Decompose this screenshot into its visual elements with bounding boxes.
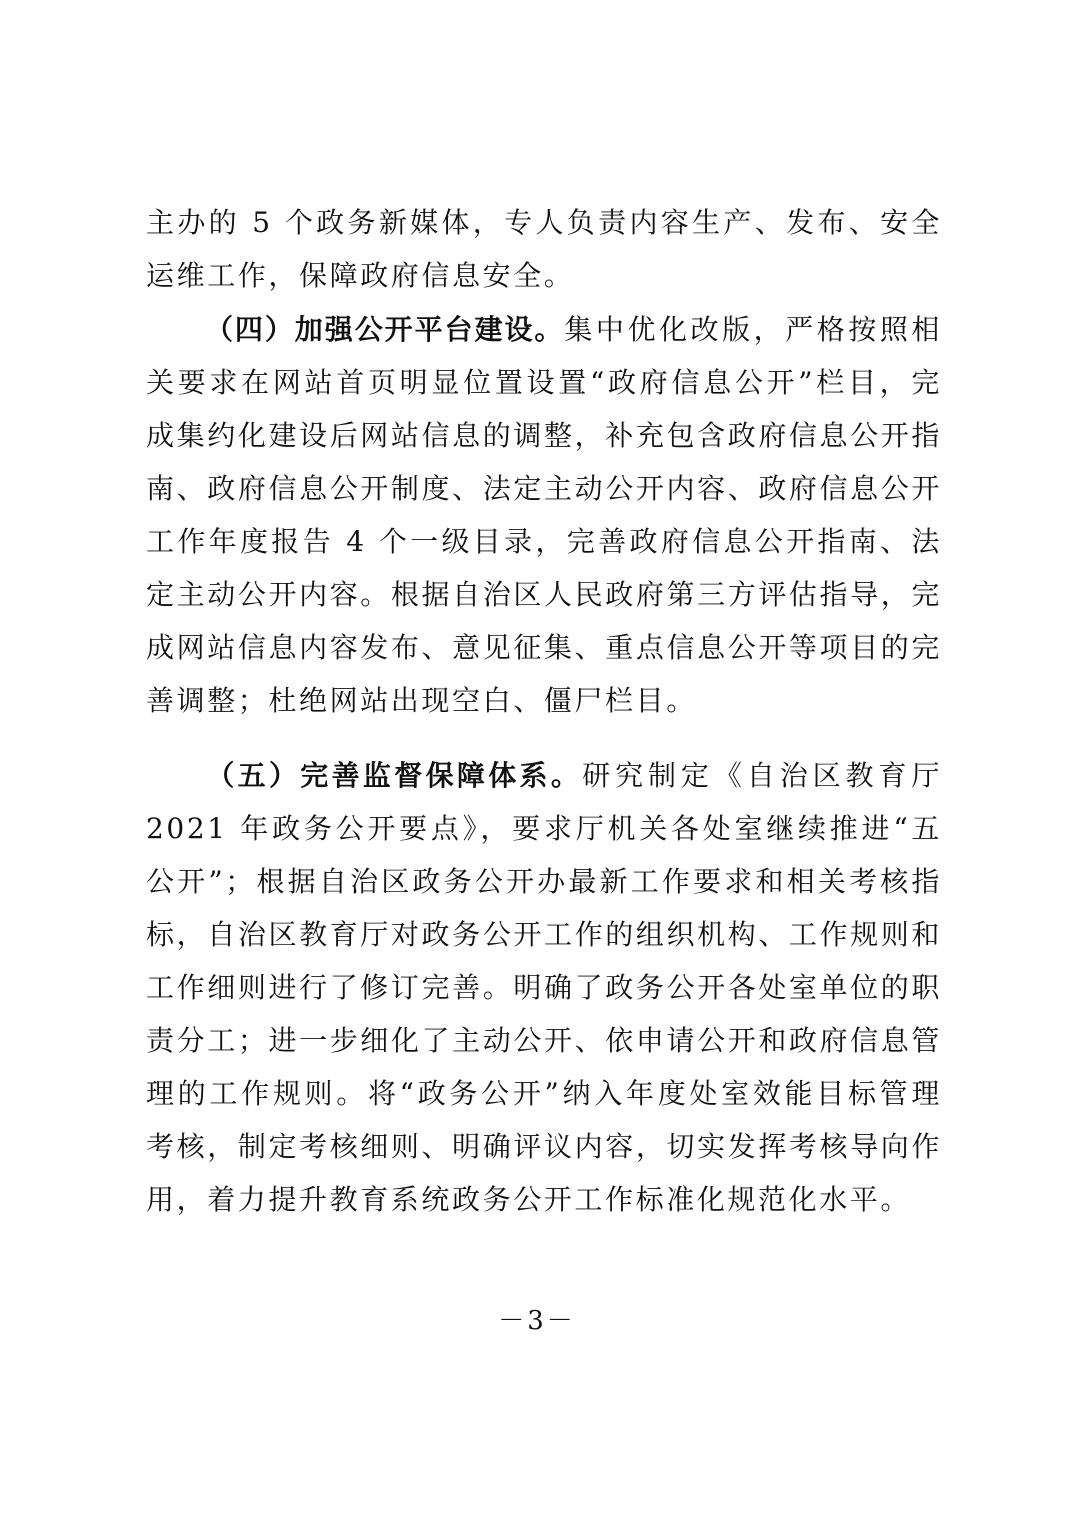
- section-five-heading: （五）完善监督保障体系。: [204, 759, 583, 792]
- section-four-heading: （四）加强公开平台建设。: [204, 313, 565, 346]
- section-five-body: 研究制定《自治区教育厅 2021 年政务公开要点》，要求厅机关各处室继续推进“五公开”；根据自治区政务公开办最新工作要求和相关考核指标，自治区教育厅对政务公开工作的组织机构、工作规则和工作细则进行了修订完善。明确了政务公开各处室单位的职责分工；进一步细化了主动公开、依申请公开和政府信息管理的工作规则。将“政务公开”纳入年度处室效能目标管理考核，制定考核细则、明确评议内容，切实发挥考核导向作用，着力提升教育系统政务公开工作标准化规范化水平。: [146, 759, 942, 1216]
- section-four-body: 集中优化改版，严格按照相关要求在网站首页明显位置设置“政府信息公开”栏目，完成集约化建设后网站信息的调整，补充包含政府信息公开指南、政府信息公开制度、法定主动公开内容、政府信息公开工作年度报告 4 个一级目录，完善政府信息公开指南、法定主动公开内容。根据自治区人民政府第三方评估指导，完成网站信息内容发布、意见征集、重点信息公开等项目的完善调整；杜绝网站出现空白、僵尸栏目。: [146, 313, 942, 717]
- page-number: －3－: [498, 1306, 576, 1336]
- paragraph-section-four: [146, 303, 942, 727]
- paragraph-intro-body: 主办的 5 个政务新媒体，专人负责内容生产、发布、安全运维工作，保障政府信息安全。: [146, 206, 942, 292]
- paragraph-intro: [146, 196, 942, 302]
- paragraph-section-five: [146, 749, 942, 1226]
